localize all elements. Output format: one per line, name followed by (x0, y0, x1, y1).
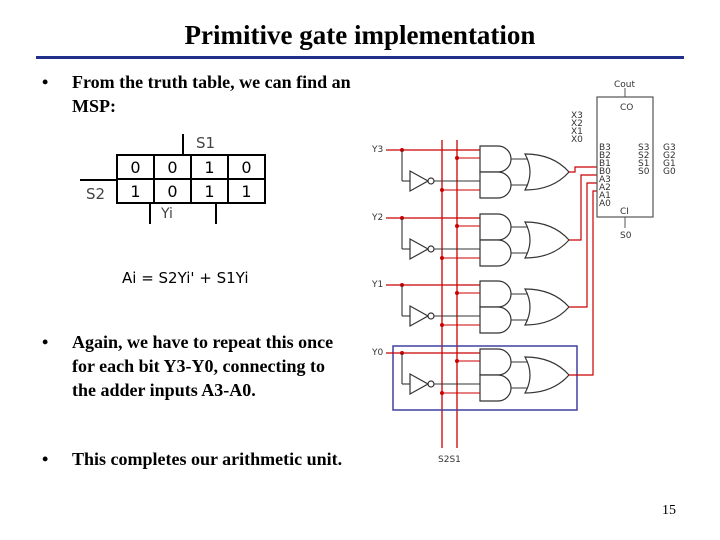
adder-output-label: S3 (638, 143, 650, 153)
or-gate-icon (525, 357, 569, 393)
adder-pin-label: A1 (599, 191, 611, 201)
adder-ci-label: CI (620, 207, 629, 217)
adder-pin-label: B3 (599, 143, 611, 153)
kmap-cell: 1 (191, 179, 228, 203)
adder-pin-label: A3 (599, 175, 611, 185)
not-gate-icon (410, 171, 434, 191)
output-wire (569, 191, 597, 375)
not-gate-icon (410, 306, 434, 326)
adder-pin-label: B0 (599, 167, 611, 177)
and-gate-icon (480, 349, 511, 375)
kmap-cell: 0 (228, 155, 265, 179)
bullet-dot-icon: • (42, 332, 49, 352)
or-gate-icon (525, 289, 569, 325)
and-gate-icon (480, 172, 511, 198)
adder-output-label: S1 (638, 159, 650, 169)
adder-co-label: CO (620, 103, 634, 113)
junction-dot (440, 256, 444, 260)
input-label: Y2 (372, 213, 384, 223)
stage-y3 (371, 145, 597, 198)
junction-dot (455, 156, 459, 160)
and-gate-icon (480, 281, 511, 307)
junction-dot (455, 224, 459, 228)
output-wire (569, 167, 597, 172)
adder-pin-label: A0 (599, 199, 611, 209)
adder-pin-label: X2 (571, 119, 583, 129)
input-label: Y0 (372, 348, 384, 358)
adder-pin-label: B1 (599, 159, 611, 169)
kmap-row-label: S2 (86, 185, 106, 203)
adder-output-label: G3 (663, 143, 676, 153)
adder-pin-label: X3 (571, 111, 583, 121)
not-gate-icon (410, 374, 434, 394)
adder-pin-label: X0 (571, 135, 583, 145)
and-gate-icon (480, 214, 511, 240)
page-number: 15 (662, 503, 676, 518)
msp-equation: Ai = S2Yi' + S1Yi (122, 269, 249, 287)
junction-dot (455, 359, 459, 363)
kmap-cell: 0 (117, 155, 154, 179)
and-gate-icon (480, 307, 511, 333)
bullet-text: Again, we have to repeat this once for each bit Y3-Y0, connecting to the adder inputs A3-A0. (72, 332, 334, 400)
gate-stages (371, 145, 597, 401)
junction-dot (440, 188, 444, 192)
adder-output-label: G1 (663, 159, 676, 169)
adder-s0-label: S0 (620, 231, 632, 241)
adder-output-label: S2 (638, 151, 650, 161)
and-gate-icon (480, 375, 511, 401)
kmap-cell: 0 (154, 155, 191, 179)
kmap-cell: 1 (117, 179, 154, 203)
input-label: Y1 (372, 280, 384, 290)
bullet-dot-icon: • (42, 72, 49, 92)
not-gate-icon (410, 239, 434, 259)
adder-pin-label: A2 (599, 183, 611, 193)
bullet-dot-icon: • (42, 449, 49, 469)
slide-title: Primitive gate implementation (184, 20, 536, 50)
and-gate-icon (480, 146, 511, 172)
junction-dot (440, 391, 444, 395)
adder-cout-label: Cout (614, 80, 636, 90)
bullet-text: This completes our arithmetic unit. (72, 449, 343, 469)
input-label: Y3 (372, 145, 384, 155)
adder-pin-label: B2 (599, 151, 611, 161)
adder-output-label: G0 (663, 167, 676, 177)
kmap-cell: 0 (154, 179, 191, 203)
junction-dot (440, 323, 444, 327)
or-gate-icon (525, 222, 569, 258)
adder-pin-label: X1 (571, 127, 583, 137)
and-gate-icon (480, 240, 511, 266)
kmap-cell: 1 (228, 179, 265, 203)
adder-output-label: S0 (638, 167, 650, 177)
junction-dot (455, 291, 459, 295)
bullet-text: From the truth table, we can find an MSP: (72, 72, 351, 116)
select-label: S2S1 (438, 455, 461, 465)
kmap-cell: 1 (191, 155, 228, 179)
kmap-col-label: S1 (196, 134, 216, 152)
or-gate-icon (525, 154, 569, 190)
kmap-bottom-label: Yi (161, 206, 173, 222)
adder-output-label: G2 (663, 151, 676, 161)
